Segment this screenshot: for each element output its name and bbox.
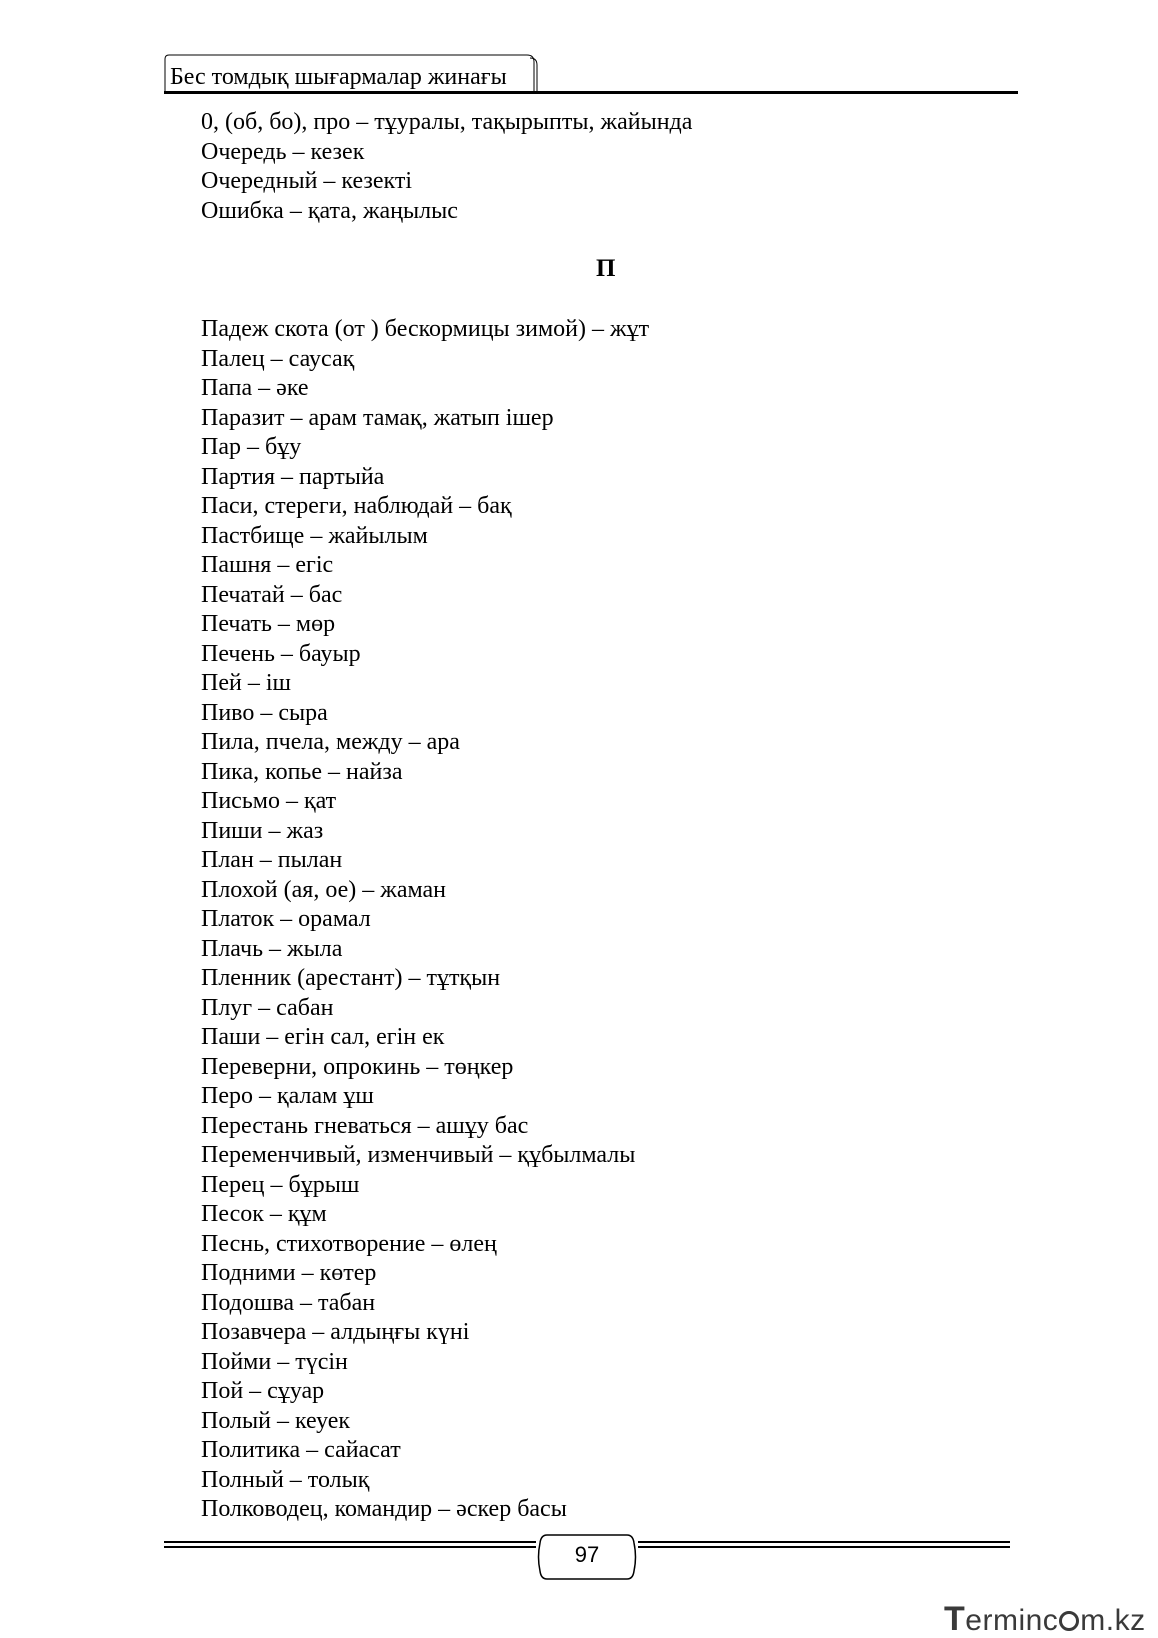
dictionary-entry: Пиши – жаз: [201, 817, 324, 844]
dictionary-entry: Паши – егін сал, егін ек: [201, 1024, 445, 1050]
dictionary-entry: Пила, пчела, между – ара: [201, 729, 460, 755]
dictionary-entry: Плачь – жыла: [201, 935, 343, 962]
dictionary-entry: Песок – құм: [201, 1201, 327, 1227]
dictionary-entry: Переверни, опрокинь – төңкер: [201, 1053, 514, 1080]
dictionary-entry: Перестань гневаться – ашұу бас: [201, 1112, 529, 1139]
dictionary-entry: Плуг – сабан: [201, 994, 334, 1021]
dictionary-entry: Ошибка – қата, жаңылыс: [201, 197, 458, 224]
dictionary-entry: Политика – сайасат: [201, 1437, 401, 1463]
dictionary-entry: Пленник (арестант) – тұтқын: [201, 965, 501, 991]
dictionary-entry: Пар – бұу: [201, 434, 302, 460]
running-header: [164, 54, 556, 94]
dictionary-entry: Печень – бауыр: [201, 640, 361, 667]
dictionary-entry: Очередный – кезекті: [201, 168, 413, 194]
watermark-letter-t: T: [944, 1600, 966, 1638]
header-rule: [164, 91, 1018, 94]
dictionary-entry: Партия – партыйа: [201, 463, 385, 490]
header-title: Бес томдық шығармалар жинағы: [170, 64, 507, 90]
dictionary-entry: Пиво – сыра: [201, 699, 328, 726]
watermark-circle-icon: [1059, 1611, 1079, 1631]
section-o-entries: [201, 108, 692, 226]
dictionary-entry: Печатай – бас: [201, 581, 343, 608]
dictionary-entry: Пастбище – жайылым: [201, 522, 428, 549]
dictionary-entry: Полный – толық: [201, 1466, 370, 1493]
dictionary-entry: Пашня – егіс: [201, 552, 334, 578]
dictionary-entry: Падеж скота (от ) бескормицы зимой) – жұт: [201, 316, 650, 342]
dictionary-entry: Очередь – кезек: [201, 138, 365, 165]
dictionary-entry: Пой – сұуар: [201, 1378, 325, 1404]
dictionary-entry: Полководец, командир – әскер басы: [201, 1496, 567, 1522]
dictionary-entry: Паразит – арам тамақ, жатып ішер: [201, 404, 554, 431]
dictionary-entry: Перец – бұрыш: [201, 1171, 360, 1198]
dictionary-entry: Печать – мөр: [201, 611, 336, 637]
dictionary-entry: Платок – орамал: [201, 906, 371, 932]
page-number: 97: [574, 1542, 600, 1567]
dictionary-entry: Полый – кеуек: [201, 1407, 351, 1434]
dictionary-entry: Пей – іш: [201, 670, 291, 696]
termincom-watermark-logo: [944, 1600, 1146, 1638]
dictionary-entry: Подошва – табан: [201, 1289, 376, 1316]
watermark-text-suffix: m.kz: [1080, 1604, 1146, 1637]
dictionary-entry: Пика, копье – найза: [201, 758, 403, 785]
footer-rule-right-top: [638, 1541, 1010, 1543]
dictionary-entry: Письмо – қат: [201, 788, 337, 814]
dictionary-entry: План – пылан: [201, 847, 343, 873]
dictionary-entry: Пойми – түсін: [201, 1348, 348, 1375]
dictionary-entry: Перо – қалам ұш: [201, 1083, 374, 1109]
dictionary-entry: Плохой (ая, ое) – жаман: [201, 876, 447, 903]
dictionary-entry: Песнь, стихотворение – өлең: [201, 1230, 497, 1257]
dictionary-entry: Подними – көтер: [201, 1260, 377, 1286]
letter-heading: П: [596, 255, 616, 282]
dictionary-entry: Папа – әке: [201, 375, 309, 401]
dictionary-entry: 0, (об, бо), про – тұуралы, тақырыпты, жайында: [201, 109, 693, 135]
dictionary-entry: Палец – саусақ: [201, 345, 355, 372]
dictionary-entry: Позавчера – алдыңғы күні: [201, 1319, 470, 1345]
footer-rule-left-bottom: [164, 1546, 536, 1548]
footer-rule-right-bottom: [638, 1546, 1010, 1548]
section-p-entries: [201, 315, 649, 1525]
dictionary-entry: Паси, стереги, наблюдай – бақ: [201, 493, 512, 519]
dictionary-entry: Переменчивый, изменчивый – құбылмалы: [201, 1142, 636, 1168]
footer-rule-left-top: [164, 1541, 536, 1543]
watermark-text-middle: erminc: [965, 1604, 1059, 1637]
